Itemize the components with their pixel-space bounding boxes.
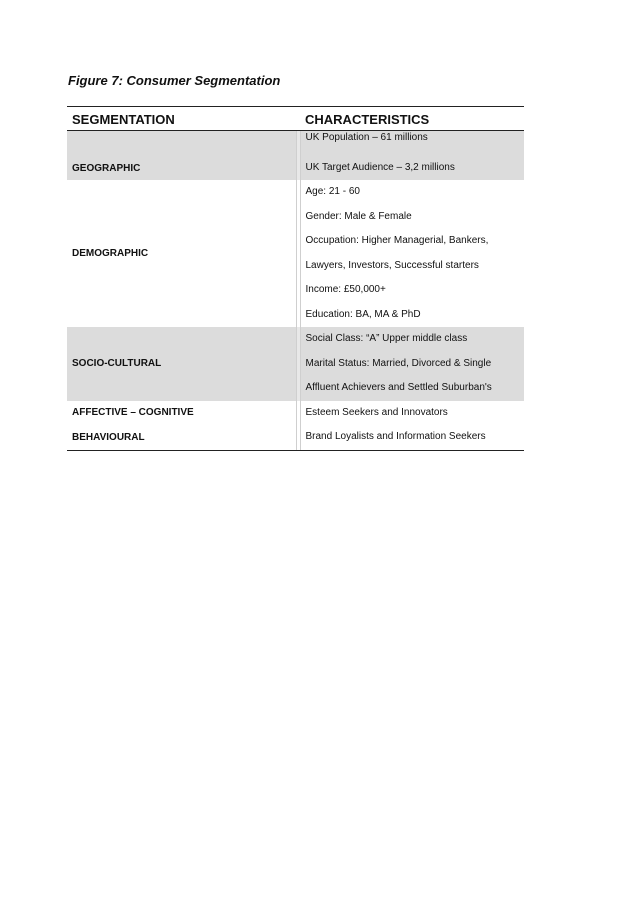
characteristic-line: Affluent Achievers and Settled Suburban's: [305, 382, 492, 393]
characteristic-line: Esteem Seekers and Innovators: [305, 406, 448, 418]
segment-label: GEOGRAPHIC: [67, 131, 296, 181]
characteristic-line: Social Class: “A” Upper middle class: [305, 333, 468, 344]
characteristic-line: Education: BA, MA & PhD: [305, 308, 421, 320]
segment-label: SOCIO-CULTURAL: [67, 327, 296, 401]
table-row-affective-cognitive: [67, 401, 524, 426]
characteristic-line: Lawyers, Investors, Successful starters: [305, 259, 479, 271]
table-row-geographic: [67, 131, 524, 181]
header-segmentation: SEGMENTATION: [67, 107, 296, 131]
characteristic-line: Occupation: Higher Managerial, Bankers,: [305, 235, 489, 246]
table-header-row: [67, 107, 524, 131]
segment-label: BEHAVIOURAL: [67, 425, 296, 450]
table-row-demographic: [67, 180, 524, 327]
characteristics-cell: [300, 327, 524, 401]
characteristic-line: Gender: Male & Female: [305, 210, 412, 222]
header-characteristics: CHARACTERISTICS: [300, 107, 524, 131]
table-row-socio-cultural: [67, 327, 524, 401]
characteristic-line: UK Target Audience – 3,2 millions: [305, 161, 455, 173]
segmentation-table: [67, 106, 524, 451]
segment-label: DEMOGRAPHIC: [72, 248, 149, 259]
characteristics-cell: [300, 180, 524, 327]
segment-label: AFFECTIVE – COGNITIVE: [72, 407, 194, 419]
table-row-behavioural: [67, 425, 524, 450]
characteristics-cell: [300, 401, 524, 426]
characteristic-line: Age: 21 - 60: [305, 186, 360, 197]
characteristic-line: Income: £50,000+: [305, 284, 386, 295]
characteristics-cell: [300, 425, 524, 450]
figure-caption: Figure 7: Consumer Segmentation: [68, 73, 281, 88]
characteristic-line: UK Population – 61 millions: [305, 132, 428, 143]
characteristics-cell: [300, 131, 524, 181]
characteristic-line: Brand Loyalists and Information Seekers: [305, 431, 486, 442]
characteristic-line: Marital Status: Married, Divorced & Single: [305, 357, 492, 369]
